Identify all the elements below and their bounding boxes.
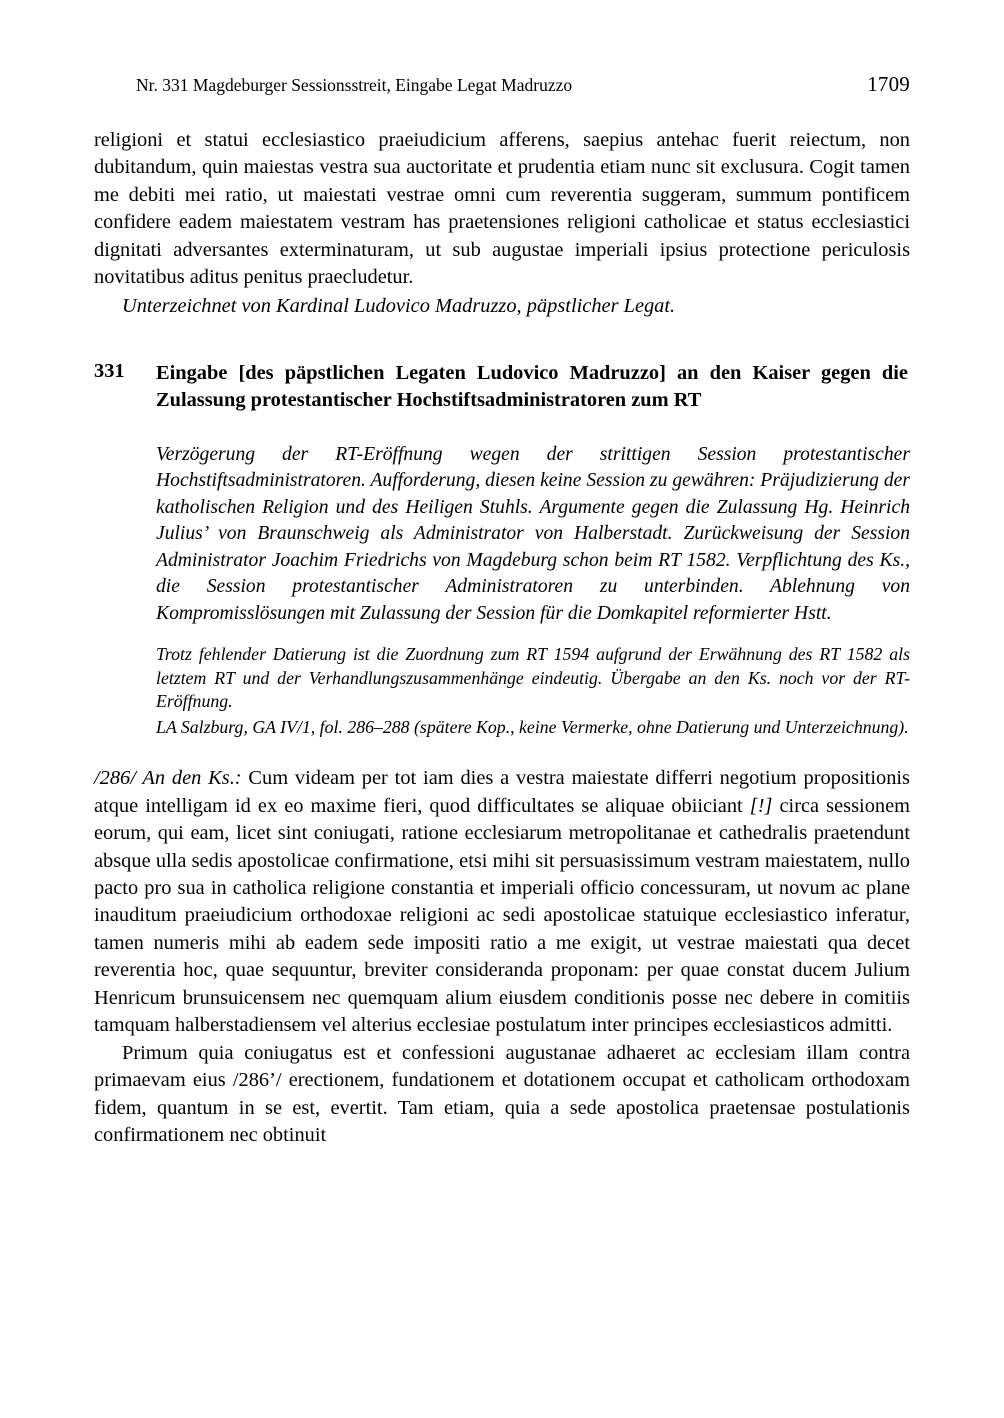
running-head-title: Nr. 331 Magdeburger Sessionsstreit, Eingabe Legat Madruzzo bbox=[136, 75, 573, 95]
editorial-bracket: [!] bbox=[749, 794, 773, 817]
section-heading bbox=[94, 360, 910, 414]
abstract-note: Trotz fehlender Datierung ist die Zuordnung zum RT 1594 aufgrund der Erwähnung des RT 1582 als letztem RT und der Verhandlungszusammenhänge eindeutig. Übergabe an den Ks. noch vor der RT-Eröffnung. bbox=[156, 643, 910, 712]
main-paragraph-2: Primum quia coniugatus est et confessioni augustanae adhaeret ac ecclesiam illam contra primaevam eius /286’/ erectionem, fundationem et dotationem occupat et catholicam orthodoxam fidem, quantum in se est, evertit. Tam etiam, quia a sede apostolica praetensae postulationis confirmationem nec obtinuit bbox=[94, 1041, 910, 1146]
document-lead-in: /286/ An den Ks.: bbox=[94, 767, 242, 790]
abstract-block bbox=[156, 442, 910, 739]
top-paragraph: religioni et statui ecclesiastico praeiudicium afferens, saepius antehac fuerit reiectum, non dubitandum, quin maiestas vestra sua auctoritate et prudentia etiam nunc sit exclusura. Cogit tamen me debiti mei ratio, ut maiestati vestrae omni cum reverentia suggeram, summum pontificem confidere eadem maiestatem vestram has praetensiones religioni catholicae et status ecclesiastici dignitati adversantes exterminaturam, ut sub augustae imperiali ipsius protectione periculosis novitatibus aditus penitus praecludetur. bbox=[94, 129, 910, 289]
section-number: 331 bbox=[94, 360, 125, 383]
abstract-source: LA Salzburg, GA IV/1, fol. 286–288 (spätere Kop., keine Vermerke, ohne Datierung und Unterzeichnung). bbox=[156, 716, 909, 737]
section-title: Eingabe [des päpstlichen Legaten Ludovico Madruzzo] an den Kaiser gegen die Zulassung protestantischer Hochstiftsadministratoren zum RT bbox=[156, 362, 908, 411]
page-content bbox=[94, 72, 910, 1149]
main-paragraph-1 bbox=[94, 765, 910, 1039]
abstract-summary: Verzögerung der RT-Eröffnung wegen der strittigen Session protestantischer Hochstiftsadministratoren. Aufforderung, diesen keine Session zu gewähren: Präjudizierung der katholischen Religion und des Heiligen Stuhls. Argumente gegen die Zulassung Hg. Heinrich Julius’ von Braunschweig als Administrator von Halberstadt. Zurückweisung der Session Administrator Joachim Friedrichs von Magdeburg schon beim RT 1582. Verpflichtung des Ks., die Session protestantischer Administratoren zu unterbinden. Ablehnung von Kompromisslösungen mit Zulassung der Session für die Domkapitel reformierter Hstt. bbox=[156, 443, 910, 624]
main-paragraph-1-part-b: circa sessionem eorum, qui eam, licet sint coniugati, ratione ecclesiarum metropolitanae et cathedralis praetendunt absque ulla sedis apostolicae confirmatione, etsi mihi sit persuasissimum vestram maiestatem, nullo pacto pro sua in catholica religione constantia et imperiali officio concessuram, ut novum ac plane inauditum praeiudicium orthodoxae religioni ac sedi apostolicae statuique ecclesiastico inferatur, tamen numeris mihi ab eadem sede impositi ratio a me exigit, ut vestrae maiestati qua decet reverentia hoc, quae sequuntur, breviter consideranda proponam: per quae constat ducem Julium Henricum brunsuicensem nec quemquam alium eiusdem conditionis posse nec debere in comitiis tamquam halberstadiensem vel alterius ecclesiae postulatum inter principes ecclesiasticos admitti. bbox=[94, 794, 911, 1037]
signature-line: Unterzeichnet von Kardinal Ludovico Madruzzo, päpstlicher Legat. bbox=[122, 294, 676, 317]
running-head bbox=[94, 72, 910, 97]
main-paragraph-1-part-a: Cum videam per tot iam dies a vestra maiestate differri negotium propositionis atque intelligam id ex eo maxime fieri, quod difficultates se aliquae obiiciant bbox=[94, 767, 910, 817]
main-text bbox=[94, 765, 910, 1149]
page-number: 1709 bbox=[867, 72, 910, 96]
